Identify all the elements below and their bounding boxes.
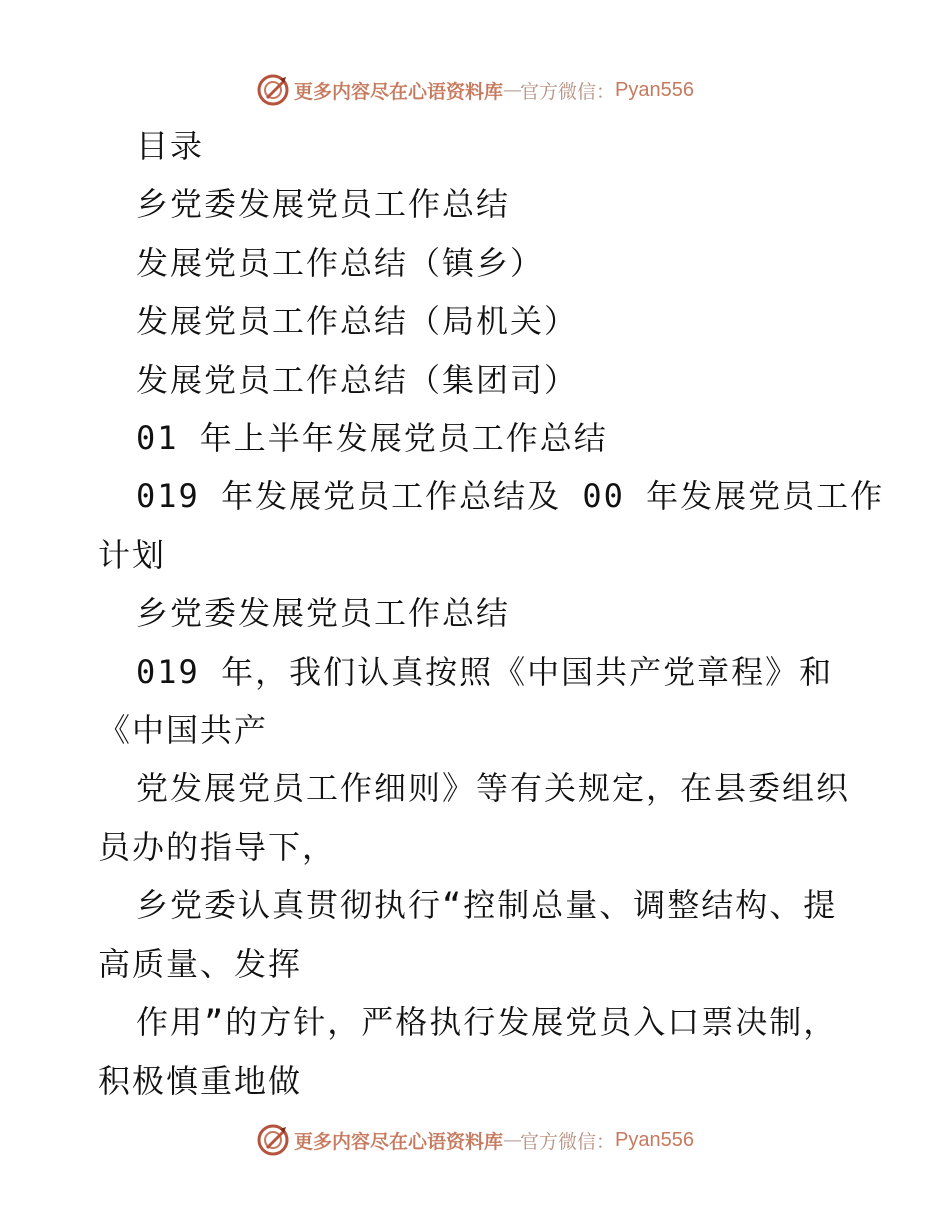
paragraph-line: 党发展党员工作细则》等有关规定，在县委组织 — [136, 769, 851, 808]
document-paragraph — [98, 467, 885, 584]
watermark-footer — [0, 1120, 950, 1160]
watermark-header — [0, 70, 950, 110]
document-paragraph — [98, 175, 853, 233]
paragraph-line: 乡党委发展党员工作总结 — [136, 594, 511, 633]
document-paragraph — [98, 993, 853, 1110]
paragraph-line-continued: 员办的指导下， — [98, 827, 337, 866]
watermark-handle: Pyan556 — [615, 78, 694, 101]
paragraph-line: 019 年发展党员工作总结及 00 年发展党员工作 — [136, 477, 885, 516]
watermark-handle: Pyan556 — [615, 1128, 694, 1151]
document-paragraph — [98, 876, 853, 993]
paragraph-line: 乡党委认真贯彻执行“控制总量、调整结构、提 — [136, 886, 838, 925]
paragraph-line-continued: 积极慎重地做 — [98, 1061, 303, 1100]
paragraph-line: 01 年上半年发展党员工作总结 — [136, 419, 608, 458]
document-paragraph — [98, 117, 853, 175]
document-paragraph — [98, 351, 853, 409]
document-paragraph — [98, 584, 853, 642]
watermark-wechat-label: 官方微信： — [520, 80, 616, 103]
paragraph-line: 发展党员工作总结（局机关） — [136, 302, 579, 341]
paragraph-line-continued: 高质量、发挥 — [98, 944, 303, 983]
watermark-dash: — — [503, 1129, 521, 1151]
paragraph-line: 作用”的方针，严格执行发展党员入口票决制， — [136, 1003, 838, 1042]
paragraph-line: 发展党员工作总结（镇乡） — [136, 243, 545, 282]
watermark-dash: — — [503, 79, 521, 101]
document-paragraph — [98, 409, 853, 467]
watermark-wechat-label: 官方微信： — [520, 1130, 616, 1153]
document-paragraph — [98, 759, 853, 876]
watermark-lead: 更多内容尽在心语资料库 — [294, 1130, 504, 1153]
paragraph-line: 目录 — [136, 127, 205, 165]
paragraph-line-continued: 《中国共产 — [98, 711, 269, 750]
paragraph-line: 019 年，我们认真按照《中国共产党章程》和 — [136, 652, 834, 691]
document-paragraph — [98, 643, 853, 760]
document-body — [98, 117, 885, 1110]
document-paragraph — [98, 292, 853, 350]
paragraph-line: 发展党员工作总结（集团司） — [136, 360, 579, 399]
document-paragraph — [98, 234, 853, 292]
logo-icon — [256, 73, 290, 107]
paragraph-line: 乡党委发展党员工作总结 — [136, 185, 511, 224]
logo-icon — [256, 1123, 290, 1157]
watermark-lead: 更多内容尽在心语资料库 — [294, 80, 504, 103]
paragraph-line-continued: 计划 — [98, 535, 167, 574]
